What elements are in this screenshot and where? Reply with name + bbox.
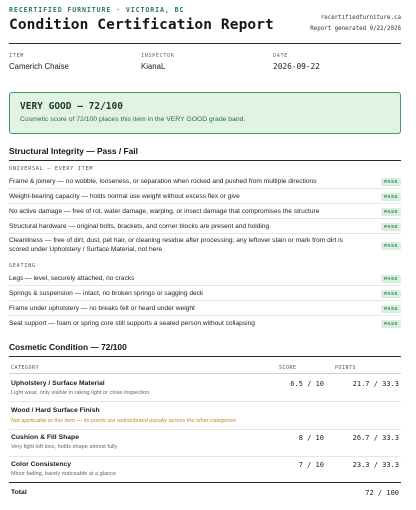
category-score: 6.5 / 10: [290, 380, 324, 388]
total-divider: [9, 482, 401, 483]
check-row: [9, 219, 401, 234]
cosmetic-divider: [9, 356, 401, 357]
category-note-not-applicable: Not applicable to this item — its points are redistributed equally across the other categories: [11, 418, 237, 424]
column-header-score: SCORE: [279, 365, 297, 371]
meta-item-label: ITEM: [9, 53, 24, 59]
column-header-category: CATEGORY: [11, 365, 40, 371]
universal-label: UNIVERSAL — EVERY ITEM: [9, 166, 94, 172]
grade-description: Cosmetic score of 72/100 places this item in the VERY GOOD grade band.: [20, 116, 246, 123]
header-divider: [9, 373, 401, 374]
check-text: Springs & suspension — intact, no broken springs or sagging deck: [9, 290, 204, 297]
meta-inspector-value: KianaL: [141, 62, 166, 71]
check-row: [9, 189, 401, 204]
check-text: No active damage — free of rot, water damage, warping, or insect damage that compromises the structure: [9, 208, 320, 215]
check-row: [9, 301, 401, 316]
site-url: recertifiedfurniture.ca: [320, 15, 401, 21]
category-name: Upholstery / Surface Material: [11, 380, 105, 387]
meta-inspector: [141, 53, 175, 71]
check-row: [9, 174, 401, 189]
report-header: [9, 0, 401, 44]
meta-date-value: 2026-09-22: [273, 62, 320, 71]
grade-callout: [9, 92, 401, 134]
check-row: [9, 286, 401, 301]
seating-label: SEATING: [9, 263, 36, 269]
check-row: [9, 204, 401, 219]
check-text: Weight-bearing capacity — holds normal use weight without excess flex or give: [9, 193, 240, 200]
category-name: Color Consistency: [11, 461, 72, 468]
pass-badge: PASS: [381, 320, 401, 328]
meta-date: [273, 53, 320, 71]
brand-line: RECERTIFIED FURNITURE · VICTORIA, BC: [9, 6, 185, 14]
meta-date-label: DATE: [273, 53, 288, 59]
category-note: Minor fading, barely noticeable at a glance: [11, 471, 117, 477]
category-points: 21.7 / 33.3: [352, 380, 399, 388]
check-text: Frame & joinery — no wobble, looseness, or separation when rocked and pushed from multiple directions: [9, 178, 317, 185]
row-divider: [9, 429, 401, 430]
category-score: 8 / 10: [298, 434, 324, 442]
report-title: Condition Certification Report: [9, 17, 274, 33]
cosmetic-section-title: Cosmetic Condition — 72/100: [9, 342, 127, 352]
pass-badge: PASS: [381, 305, 401, 313]
meta-inspector-label: INSPECTOR: [141, 53, 175, 59]
meta-item: [9, 53, 69, 71]
row-divider: [9, 401, 401, 402]
total-label: Total: [11, 489, 27, 496]
grade-title: VERY GOOD — 72/100: [20, 101, 123, 112]
pass-badge: PASS: [381, 223, 401, 231]
check-row: [9, 271, 401, 286]
category-points: 23.3 / 33.3: [352, 461, 399, 469]
check-text: Seat support — foam or spring core still supports a seated person without collapsing: [9, 320, 255, 327]
column-header-points: POINTS: [335, 365, 357, 371]
pass-badge: PASS: [381, 290, 401, 298]
pass-badge: PASS: [381, 242, 401, 250]
pass-badge: PASS: [381, 275, 401, 283]
check-row: [9, 316, 401, 331]
structural-section-title: Structural Integrity — Pass / Fail: [9, 146, 138, 156]
report-meta: [9, 53, 401, 85]
category-note: Very light loft loss, holds shape almost fully: [11, 444, 118, 450]
pass-badge: PASS: [381, 193, 401, 201]
category-name: Cushion & Fill Shape: [11, 434, 79, 441]
check-text: Legs — level, securely attached, no cracks: [9, 275, 135, 282]
total-value: 72 / 100: [365, 489, 399, 497]
row-divider: [9, 456, 401, 457]
report-page: [9, 0, 401, 497]
pass-badge: PASS: [381, 178, 401, 186]
check-row: [9, 234, 401, 258]
check-text: Frame under upholstery — no breaks felt or heard under weight: [9, 305, 195, 312]
meta-item-value: Camerich Chaise: [9, 62, 69, 71]
pass-badge: PASS: [381, 208, 401, 216]
check-text: Structural hardware — original bolts, brackets, and corner blocks are present and holding: [9, 223, 270, 230]
category-points: 26.7 / 33.3: [352, 434, 399, 442]
category-name: Wood / Hard Surface Finish: [11, 407, 100, 414]
category-score: 7 / 10: [298, 461, 324, 469]
category-note: Light wear, only visible in raking light or close inspection: [11, 390, 150, 396]
generated-date: Report generated 9/22/2026: [310, 26, 401, 32]
structural-divider: [9, 160, 401, 161]
check-text: Cleanliness — free of dirt, dust, pet hair, or cleaning residue after processing; any leftover stain or mark from dirt is scored under Upholstery / Surface Material, not here: [9, 237, 343, 253]
